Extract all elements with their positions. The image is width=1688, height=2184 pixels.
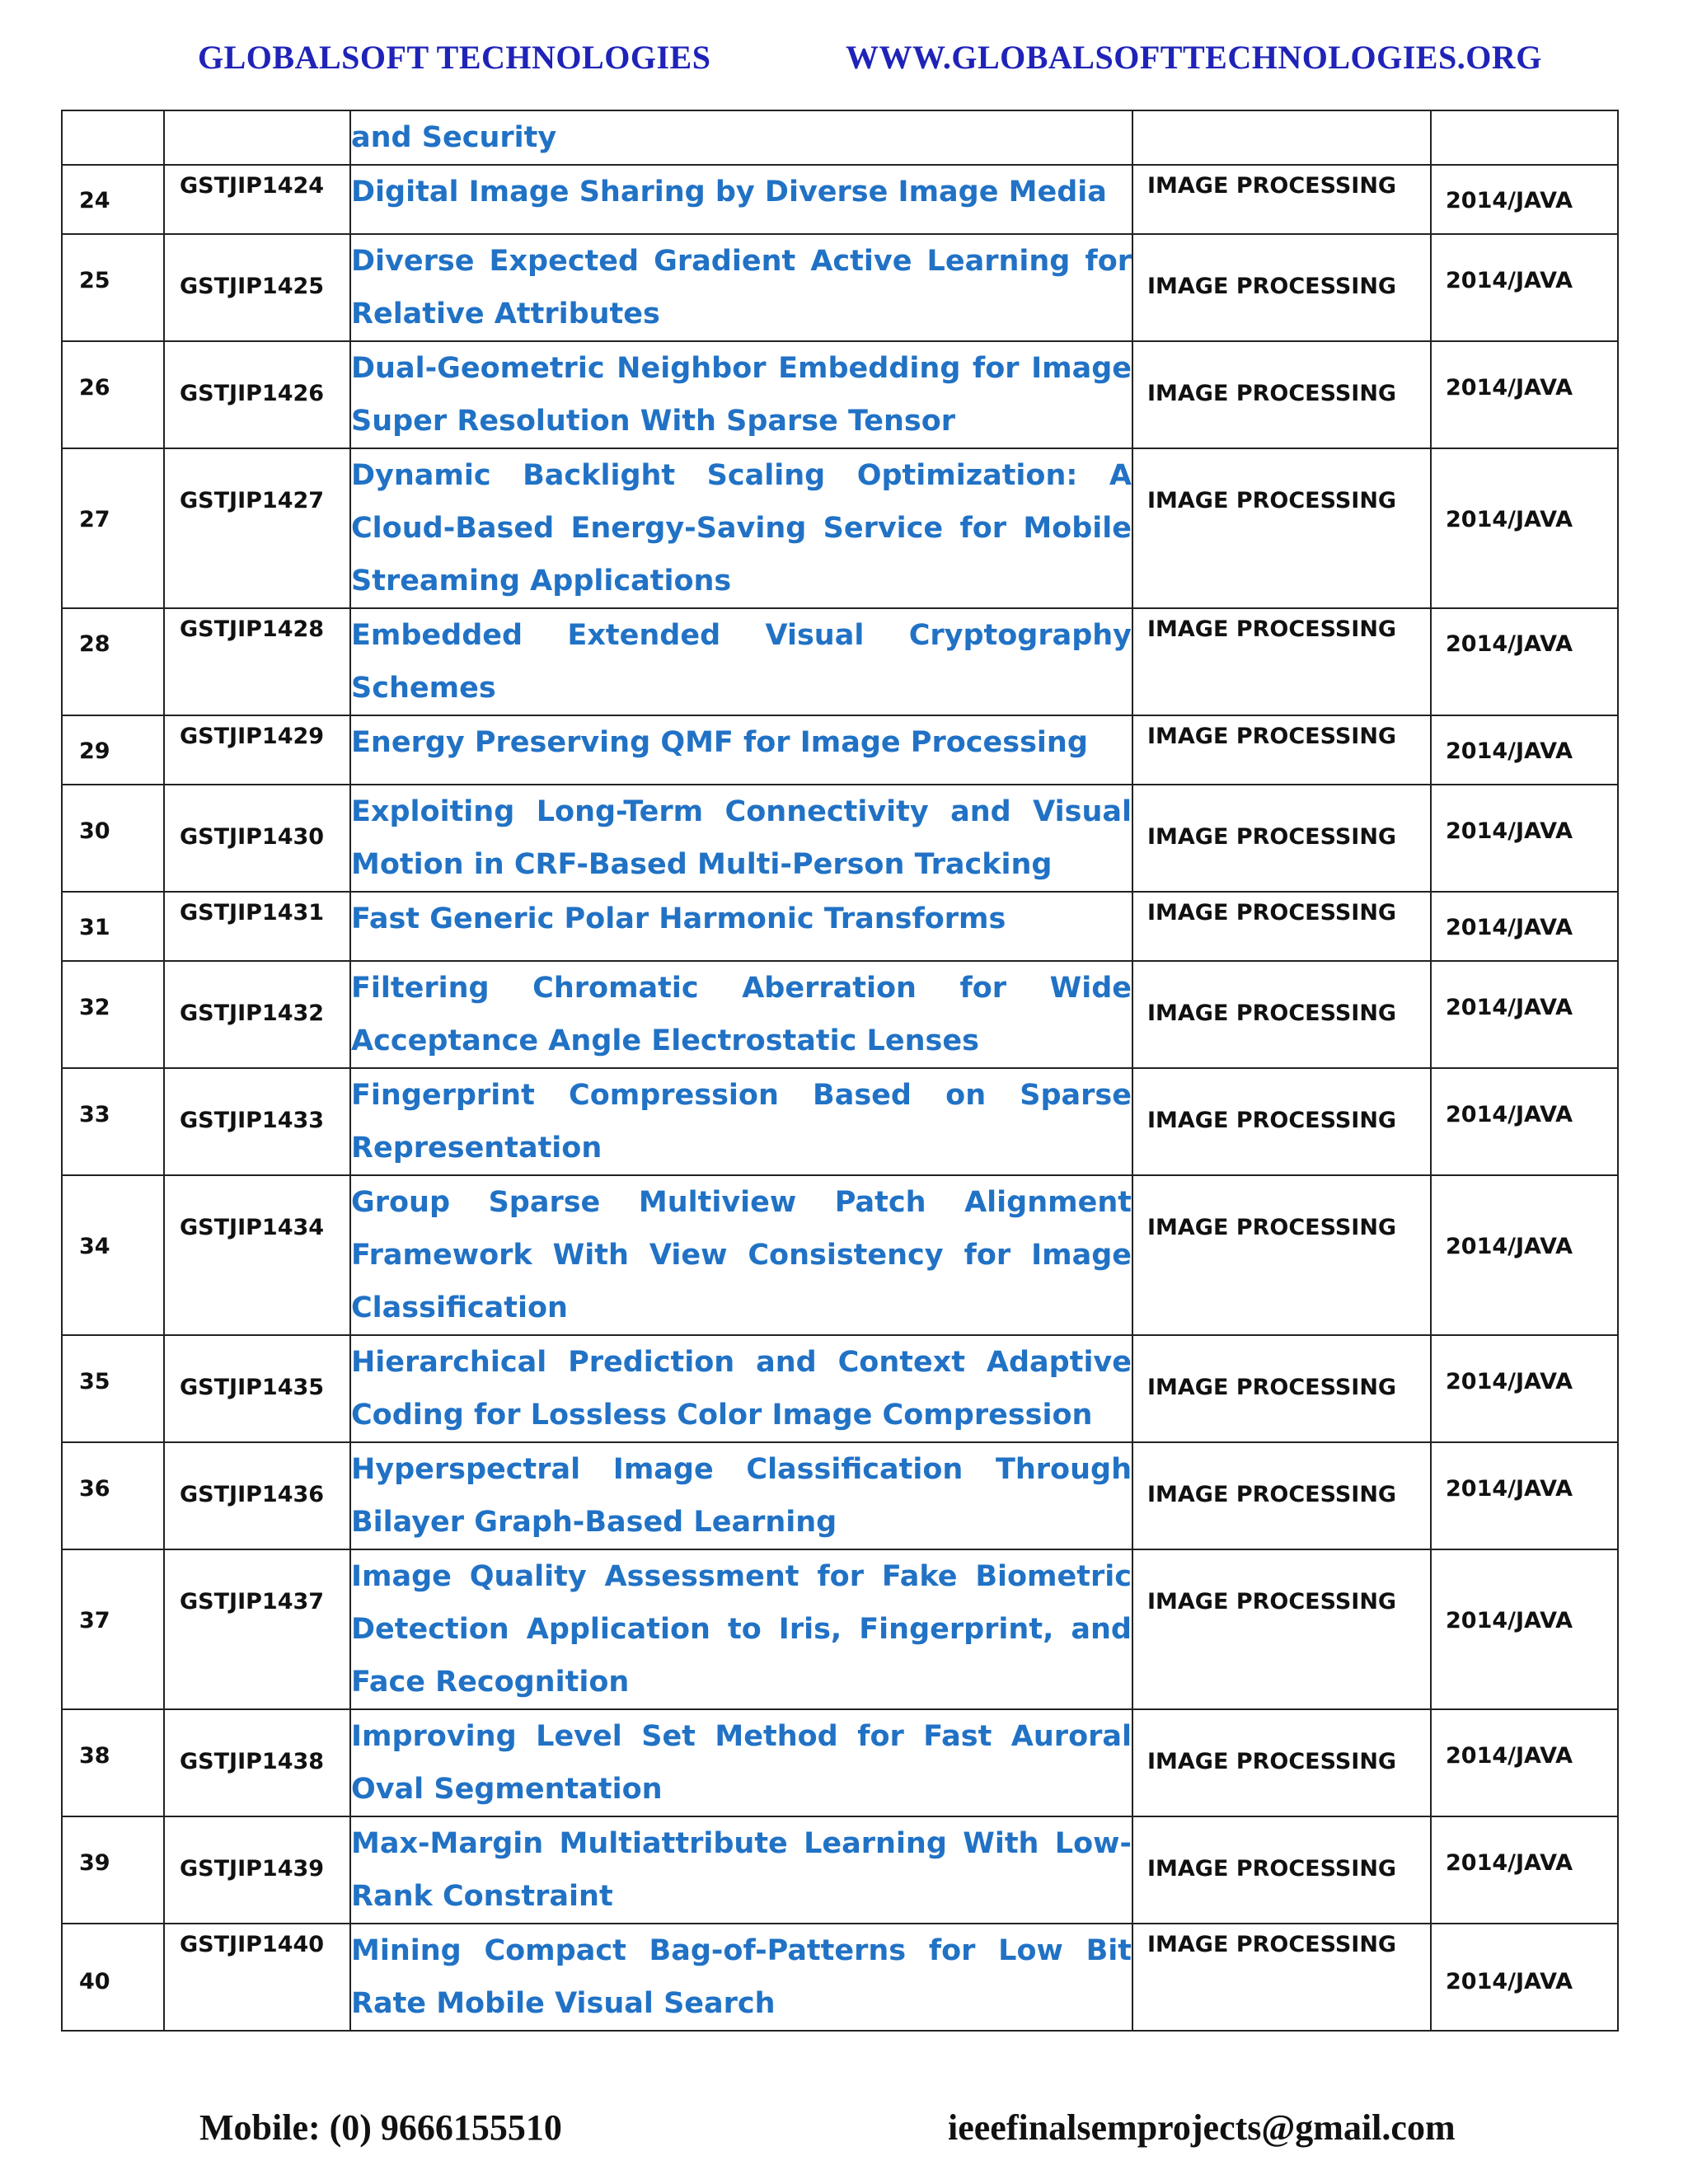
project-domain: IMAGE PROCESSING	[1147, 616, 1397, 642]
table-row	[62, 715, 1618, 785]
project-code: GSTJIP1431	[180, 900, 325, 926]
table-row	[62, 1816, 1618, 1924]
project-year: 2014/JAVA	[1446, 995, 1573, 1020]
projects-table	[61, 110, 1619, 2032]
email-address[interactable]: ieeefinalsemprojects@gmail.com	[948, 2107, 1456, 2148]
project-code: GSTJIP1425	[180, 274, 325, 299]
project-title: Energy Preserving QMF for Image Processing	[351, 726, 1088, 759]
project-code: GSTJIP1424	[180, 173, 325, 199]
project-domain: IMAGE PROCESSING	[1147, 824, 1397, 850]
company-name: GLOBALSOFT TECHNOLOGIES	[198, 39, 711, 76]
project-domain: IMAGE PROCESSING	[1147, 1589, 1397, 1615]
project-year: 2014/JAVA	[1446, 507, 1573, 532]
project-title: Fast Generic Polar Harmonic Transforms	[351, 902, 1006, 935]
project-domain: IMAGE PROCESSING	[1147, 1932, 1397, 1957]
project-domain: IMAGE PROCESSING	[1147, 381, 1397, 406]
project-domain: IMAGE PROCESSING	[1147, 274, 1397, 299]
project-domain: IMAGE PROCESSING	[1147, 1215, 1397, 1240]
project-domain: IMAGE PROCESSING	[1147, 1375, 1397, 1400]
project-domain: IMAGE PROCESSING	[1147, 1482, 1397, 1507]
table-row	[62, 1709, 1618, 1816]
project-title: Image Quality Assessment for Fake Biometric Detection Application to Iris, Fingerprint, and Face Recognition	[351, 1560, 1132, 1699]
project-number: 24	[79, 188, 110, 213]
website-link[interactable]: WWW.GLOBALSOFTTECHNOLOGIES.ORG	[846, 39, 1542, 76]
project-title: Digital Image Sharing by Diverse Image Media	[351, 176, 1107, 209]
project-year: 2014/JAVA	[1446, 1743, 1573, 1769]
project-code: GSTJIP1439	[180, 1856, 325, 1882]
project-number: 26	[79, 375, 110, 401]
project-number: 25	[79, 268, 110, 293]
project-number: 35	[79, 1369, 110, 1394]
project-title: Dual-Geometric Neighbor Embedding for Image Super Resolution With Sparse Tensor	[351, 352, 1132, 438]
project-number: 40	[79, 1969, 110, 1994]
table-row	[62, 165, 1618, 234]
table-row	[62, 110, 1618, 165]
project-code: GSTJIP1429	[180, 724, 325, 749]
project-code: GSTJIP1440	[180, 1932, 325, 1957]
table-row	[62, 785, 1618, 892]
project-domain: IMAGE PROCESSING	[1147, 1001, 1397, 1026]
project-number: 38	[79, 1743, 110, 1769]
project-domain: IMAGE PROCESSING	[1147, 1108, 1397, 1133]
table-row	[62, 234, 1618, 341]
project-title: Exploiting Long-Term Connectivity and Visual Motion in CRF-Based Multi-Person Tracking	[351, 795, 1132, 881]
project-year: 2014/JAVA	[1446, 1102, 1573, 1127]
project-title: Embedded Extended Visual Cryptography Schemes	[351, 619, 1132, 705]
project-code: GSTJIP1434	[180, 1215, 325, 1240]
project-title: Dynamic Backlight Scaling Optimization: A Cloud-Based Energy-Saving Service for Mobile Streaming Applications	[351, 459, 1132, 598]
project-code: GSTJIP1437	[180, 1589, 325, 1615]
project-year: 2014/JAVA	[1446, 818, 1573, 844]
project-number: 30	[79, 818, 110, 844]
project-title: and Security	[351, 121, 557, 154]
project-title: Filtering Chromatic Aberration for Wide Acceptance Angle Electrostatic Lenses	[351, 972, 1132, 1057]
project-code: GSTJIP1435	[180, 1375, 325, 1400]
project-title: Diverse Expected Gradient Active Learning for Relative Attributes	[351, 245, 1132, 330]
project-year: 2014/JAVA	[1446, 1234, 1573, 1259]
project-number: 28	[79, 631, 110, 657]
project-year: 2014/JAVA	[1446, 1850, 1573, 1876]
project-code: GSTJIP1438	[180, 1749, 325, 1774]
project-year: 2014/JAVA	[1446, 1608, 1573, 1633]
project-year: 2014/JAVA	[1446, 915, 1573, 940]
project-title: Hierarchical Prediction and Context Adaptive Coding for Lossless Color Image Compression	[351, 1346, 1132, 1432]
project-year: 2014/JAVA	[1446, 1969, 1573, 1994]
project-title: Max-Margin Multiattribute Learning With Low-Rank Constraint	[351, 1827, 1132, 1913]
project-title: Group Sparse Multiview Patch Alignment Framework With View Consistency for Image Classification	[351, 1186, 1132, 1324]
project-title: Fingerprint Compression Based on Sparse Representation	[351, 1079, 1132, 1165]
project-number: 29	[79, 738, 110, 764]
table-row	[62, 448, 1618, 608]
project-code: GSTJIP1426	[180, 381, 325, 406]
project-year: 2014/JAVA	[1446, 375, 1573, 401]
project-domain: IMAGE PROCESSING	[1147, 173, 1397, 199]
table-row	[62, 608, 1618, 715]
project-title: Improving Level Set Method for Fast Auroral Oval Segmentation	[351, 1720, 1132, 1806]
project-code: GSTJIP1428	[180, 616, 325, 642]
project-year: 2014/JAVA	[1446, 1369, 1573, 1394]
project-number: 27	[79, 507, 110, 532]
project-number: 34	[79, 1234, 110, 1259]
project-title: Hyperspectral Image Classification Through Bilayer Graph-Based Learning	[351, 1453, 1132, 1539]
project-year: 2014/JAVA	[1446, 631, 1573, 657]
project-domain: IMAGE PROCESSING	[1147, 1749, 1397, 1774]
project-code: GSTJIP1433	[180, 1108, 325, 1133]
project-number: 32	[79, 995, 110, 1020]
project-year: 2014/JAVA	[1446, 268, 1573, 293]
project-code: GSTJIP1432	[180, 1001, 325, 1026]
project-domain: IMAGE PROCESSING	[1147, 1856, 1397, 1882]
project-number: 37	[79, 1608, 110, 1633]
table-row	[62, 961, 1618, 1068]
table-row	[62, 1924, 1618, 2031]
project-code: GSTJIP1430	[180, 824, 325, 850]
project-number: 33	[79, 1102, 110, 1127]
table-row	[62, 1175, 1618, 1335]
table-row	[62, 1335, 1618, 1442]
project-year: 2014/JAVA	[1446, 738, 1573, 764]
table-row	[62, 1068, 1618, 1175]
mobile-number: Mobile: (0) 9666155510	[199, 2107, 562, 2148]
project-number: 31	[79, 915, 110, 940]
table-row	[62, 1442, 1618, 1549]
project-domain: IMAGE PROCESSING	[1147, 724, 1397, 749]
table-row	[62, 341, 1618, 448]
project-code: GSTJIP1436	[180, 1482, 325, 1507]
project-year: 2014/JAVA	[1446, 188, 1573, 213]
project-number: 39	[79, 1850, 110, 1876]
project-domain: IMAGE PROCESSING	[1147, 900, 1397, 926]
project-year: 2014/JAVA	[1446, 1476, 1573, 1502]
project-number: 36	[79, 1476, 110, 1502]
table-row	[62, 1549, 1618, 1709]
project-code: GSTJIP1427	[180, 488, 325, 513]
project-title: Mining Compact Bag-of-Patterns for Low Bit Rate Mobile Visual Search	[351, 1934, 1132, 2020]
project-domain: IMAGE PROCESSING	[1147, 488, 1397, 513]
table-row	[62, 892, 1618, 961]
